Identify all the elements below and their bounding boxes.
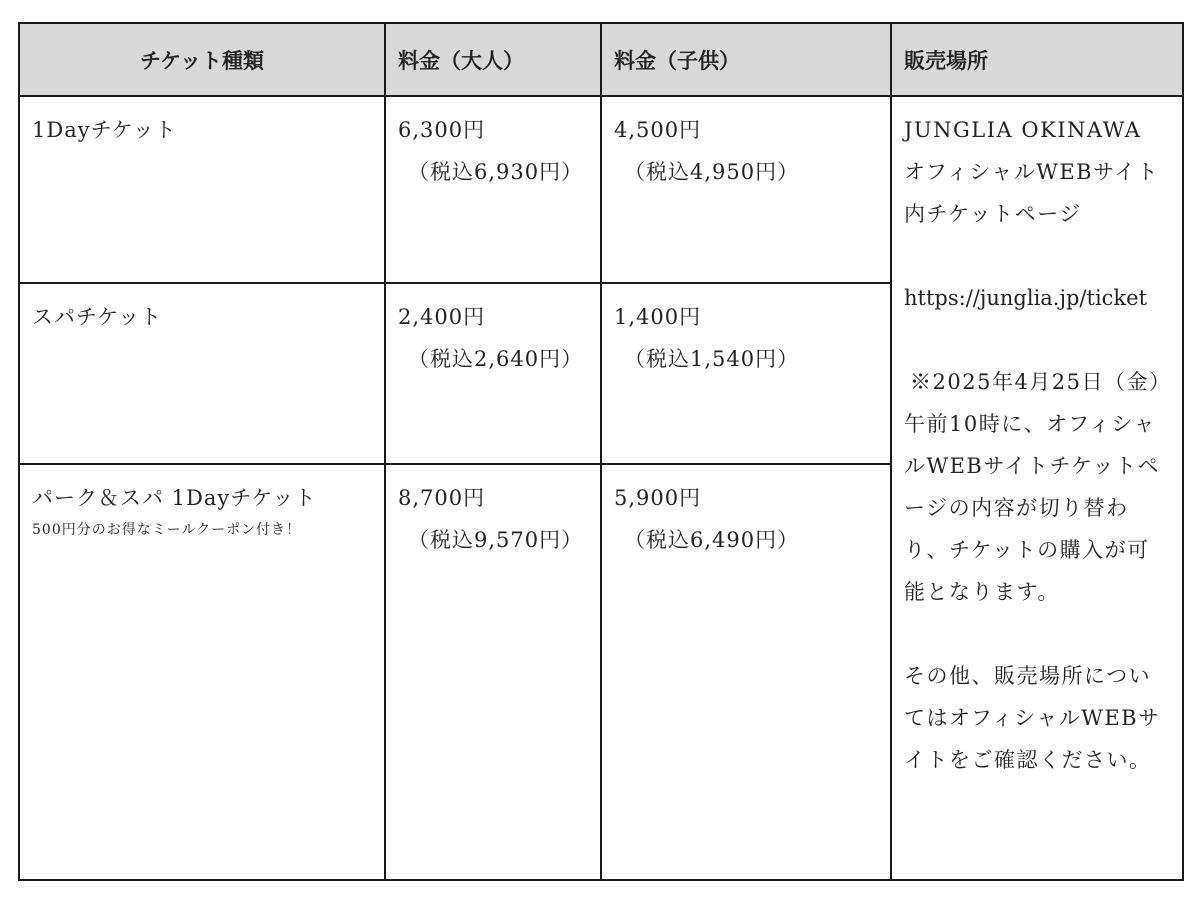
header-ticket-type: チケット種類 <box>19 23 385 96</box>
adult-price: 6,300円 <box>398 118 486 142</box>
adult-price: 2,400円 <box>398 305 486 329</box>
header-adult-price: 料金（大人） <box>385 23 601 96</box>
ticket-name: 1Dayチケット <box>32 118 177 142</box>
child-price-tax: （税込4,950円） <box>624 160 800 184</box>
ticket-note: 500円分のお得なミールクーポン付き！ <box>32 522 302 538</box>
child-price-tax: （税込6,490円） <box>624 528 800 552</box>
ticket-type-cell <box>19 283 385 464</box>
ticket-price-table <box>18 22 1184 881</box>
sales-place-url[interactable]: https://junglia.jp/ticket <box>904 286 1148 310</box>
adult-price-cell <box>385 283 601 464</box>
ticket-name: スパチケット <box>32 305 163 329</box>
child-price: 1,400円 <box>614 305 702 329</box>
table-row <box>19 96 1183 283</box>
sales-place-line2: オフィシャルWEBサイト内チケットページ <box>904 160 1160 226</box>
child-price-tax: （税込1,540円） <box>624 347 800 371</box>
child-price-cell <box>601 464 891 880</box>
sales-place-cell <box>891 96 1183 880</box>
adult-price-tax: （税込9,570円） <box>408 528 584 552</box>
child-price-cell <box>601 96 891 283</box>
ticket-type-cell <box>19 96 385 283</box>
child-price-cell <box>601 283 891 464</box>
adult-price: 8,700円 <box>398 486 486 510</box>
sales-place-notice: ※2025年4月25日（金）午前10時に、オフィシャルWEBサイトチケットページの内容が切り替わり、チケットの購入が可能となります。 <box>904 370 1172 604</box>
adult-price-cell <box>385 96 601 283</box>
child-price: 5,900円 <box>614 486 702 510</box>
adult-price-tax: （税込2,640円） <box>408 347 584 371</box>
sales-place-other: その他、販売場所についてはオフィシャルWEBサイトをご確認ください。 <box>904 664 1161 772</box>
adult-price-tax: （税込6,930円） <box>408 160 584 184</box>
table-header-row <box>19 23 1183 96</box>
header-sales-place: 販売場所 <box>891 23 1183 96</box>
ticket-type-cell <box>19 464 385 880</box>
child-price: 4,500円 <box>614 118 702 142</box>
ticket-name: パーク＆スパ 1Dayチケット <box>32 486 317 510</box>
sales-place-line1: JUNGLIA OKINAWA <box>904 118 1142 142</box>
adult-price-cell <box>385 464 601 880</box>
header-child-price: 料金（子供） <box>601 23 891 96</box>
